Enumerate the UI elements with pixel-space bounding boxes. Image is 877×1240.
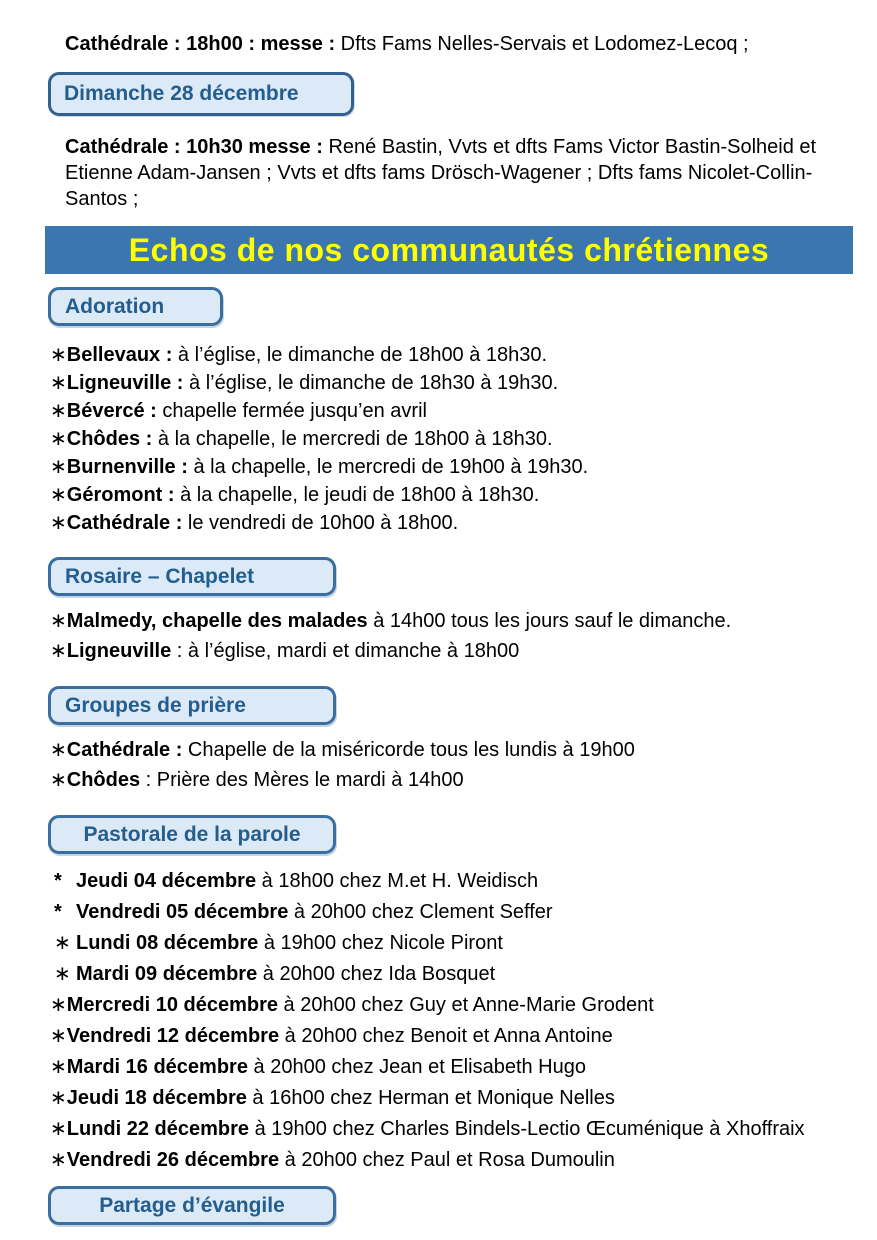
- section-header-groupes-label: Groupes de prière: [65, 693, 246, 717]
- bullet: ∗: [54, 963, 71, 985]
- list-item-text: Chôdes : Prière des Mères le mardi à 14h00: [66, 769, 464, 791]
- groupes-list: [48, 735, 855, 795]
- list-item-text: Cathédrale : Chapelle de la miséricorde tous les lundis à 19h00: [66, 739, 635, 761]
- list-item-text: Vendredi 05 décembre à 20h00 chez Clement Seffer: [76, 901, 553, 923]
- list-item: [48, 990, 855, 1021]
- list-item-text: Mercredi 10 décembre à 20h00 chez Guy et Anne-Marie Grodent: [66, 994, 654, 1016]
- list-item-text: Malmedy, chapelle des malades à 14h00 tous les jours sauf le dimanche.: [66, 610, 732, 632]
- list-item-text: Vendredi 12 décembre à 20h00 chez Benoit et Anna Antoine: [66, 1025, 613, 1047]
- bullet: ∗: [50, 1087, 67, 1109]
- list-item-text: Jeudi 18 décembre à 16h00 chez Herman et Monique Nelles: [66, 1087, 615, 1109]
- list-item: [48, 606, 855, 636]
- section-header-pastorale-label: Pastorale de la parole: [83, 822, 301, 846]
- bullet: ∗: [50, 1025, 67, 1047]
- echos-banner-title: Echos de nos communautés chrétiennes: [128, 231, 770, 268]
- list-item: [48, 1145, 855, 1176]
- list-item: [48, 765, 855, 795]
- list-item: [48, 481, 855, 509]
- list-item: [48, 636, 855, 666]
- list-item: [48, 453, 855, 481]
- section-header-rosaire: [48, 557, 336, 596]
- list-item-text: Mardi 09 décembre à 20h00 chez Ida Bosquet: [76, 963, 496, 985]
- section-header-partage-label: Partage d’évangile: [99, 1193, 285, 1217]
- bullet: ∗: [50, 610, 67, 632]
- list-item-text: Géromont : à la chapelle, le jeudi de 18h00 à 18h30.: [66, 484, 540, 506]
- bullet: *: [54, 870, 62, 892]
- list-item: [48, 959, 855, 990]
- list-item-text: Ligneuville : à l’église, le dimanche de 18h30 à 19h30.: [66, 372, 559, 394]
- adoration-list: [48, 341, 855, 537]
- bullet: ∗: [50, 994, 67, 1016]
- list-item: [48, 928, 855, 959]
- list-item: [48, 341, 855, 369]
- mass-line-18h00: [65, 33, 855, 56]
- list-item-text: Mardi 16 décembre à 20h00 chez Jean et Elisabeth Hugo: [66, 1056, 586, 1078]
- bullet: ∗: [50, 456, 67, 478]
- section-header-adoration: [48, 287, 223, 326]
- section-header-partage: [48, 1186, 336, 1225]
- bullet: ∗: [50, 344, 67, 366]
- list-item-text: Jeudi 04 décembre à 18h00 chez M.et H. Weidisch: [76, 870, 539, 892]
- section-header-rosaire-label: Rosaire – Chapelet: [65, 564, 255, 588]
- mass-paragraph-names: René Bastin, Vvts et dfts Fams Victor Bastin-Solheid et Etienne Adam-Jansen ; Vvts et dfts fams Drösch-Wagener ; Dfts fams Nicolet-Collin-Santos ;: [65, 136, 817, 210]
- bullet: ∗: [50, 428, 67, 450]
- bullet: ∗: [50, 1118, 67, 1140]
- bullet: ∗: [50, 739, 67, 761]
- list-item-text: Bévercé : chapelle fermée jusqu’en avril: [66, 400, 427, 422]
- bullet: ∗: [50, 512, 67, 534]
- list-item: [48, 425, 855, 453]
- list-item: [48, 509, 855, 537]
- mass-paragraph-10h30: [65, 134, 859, 212]
- date-box-label: Dimanche 28 décembre: [64, 82, 299, 105]
- list-item-text: Vendredi 26 décembre à 20h00 chez Paul et Rosa Dumoulin: [66, 1149, 615, 1171]
- bullet: *: [54, 901, 62, 923]
- list-item: [48, 1114, 855, 1145]
- bullet: ∗: [50, 400, 67, 422]
- section-header-groupes: [48, 686, 336, 725]
- section-header-adoration-label: Adoration: [65, 294, 165, 318]
- list-item-text: Lundi 22 décembre à 19h00 chez Charles Bindels-Lectio Œcuménique à Xhoffraix: [66, 1118, 805, 1140]
- section-header-pastorale: [48, 815, 336, 854]
- list-item: [48, 1083, 855, 1114]
- bullet: ∗: [50, 640, 67, 662]
- bullet: ∗: [50, 1149, 67, 1171]
- list-item-text: Lundi 08 décembre à 19h00 chez Nicole Piront: [76, 932, 503, 954]
- list-item-text: Bellevaux : à l’église, le dimanche de 18h00 à 18h30.: [66, 344, 548, 366]
- list-item-text: Cathédrale : le vendredi de 10h00 à 18h00.: [66, 512, 459, 534]
- rosaire-list: [48, 606, 855, 666]
- list-item-text: Burnenville : à la chapelle, le mercredi de 19h00 à 19h30.: [66, 456, 589, 478]
- bullet: ∗: [50, 769, 67, 791]
- list-item: [48, 1021, 855, 1052]
- mass-line-18h00-names: Dfts Fams Nelles-Servais et Lodomez-Lecoq ;: [335, 33, 749, 55]
- date-box-dimanche-28: [48, 72, 354, 116]
- list-item: [48, 397, 855, 425]
- bullet: ∗: [50, 484, 67, 506]
- bullet: ∗: [50, 372, 67, 394]
- pastorale-list: [48, 866, 855, 1176]
- list-item: [48, 369, 855, 397]
- list-item-text: Ligneuville : à l’église, mardi et dimanche à 18h00: [66, 640, 520, 662]
- mass-line-18h00-label: Cathédrale : 18h00 : messe :: [65, 33, 336, 55]
- list-item: [48, 897, 855, 928]
- list-item: [48, 1052, 855, 1083]
- mass-paragraph-label: Cathédrale : 10h30 messe :: [65, 136, 323, 158]
- bullet: ∗: [50, 1056, 67, 1078]
- list-item: [48, 735, 855, 765]
- list-item-text: Chôdes : à la chapelle, le mercredi de 18h00 à 18h30.: [66, 428, 553, 450]
- list-item: [48, 866, 855, 897]
- echos-banner: [45, 226, 853, 274]
- bullet: ∗: [54, 932, 71, 954]
